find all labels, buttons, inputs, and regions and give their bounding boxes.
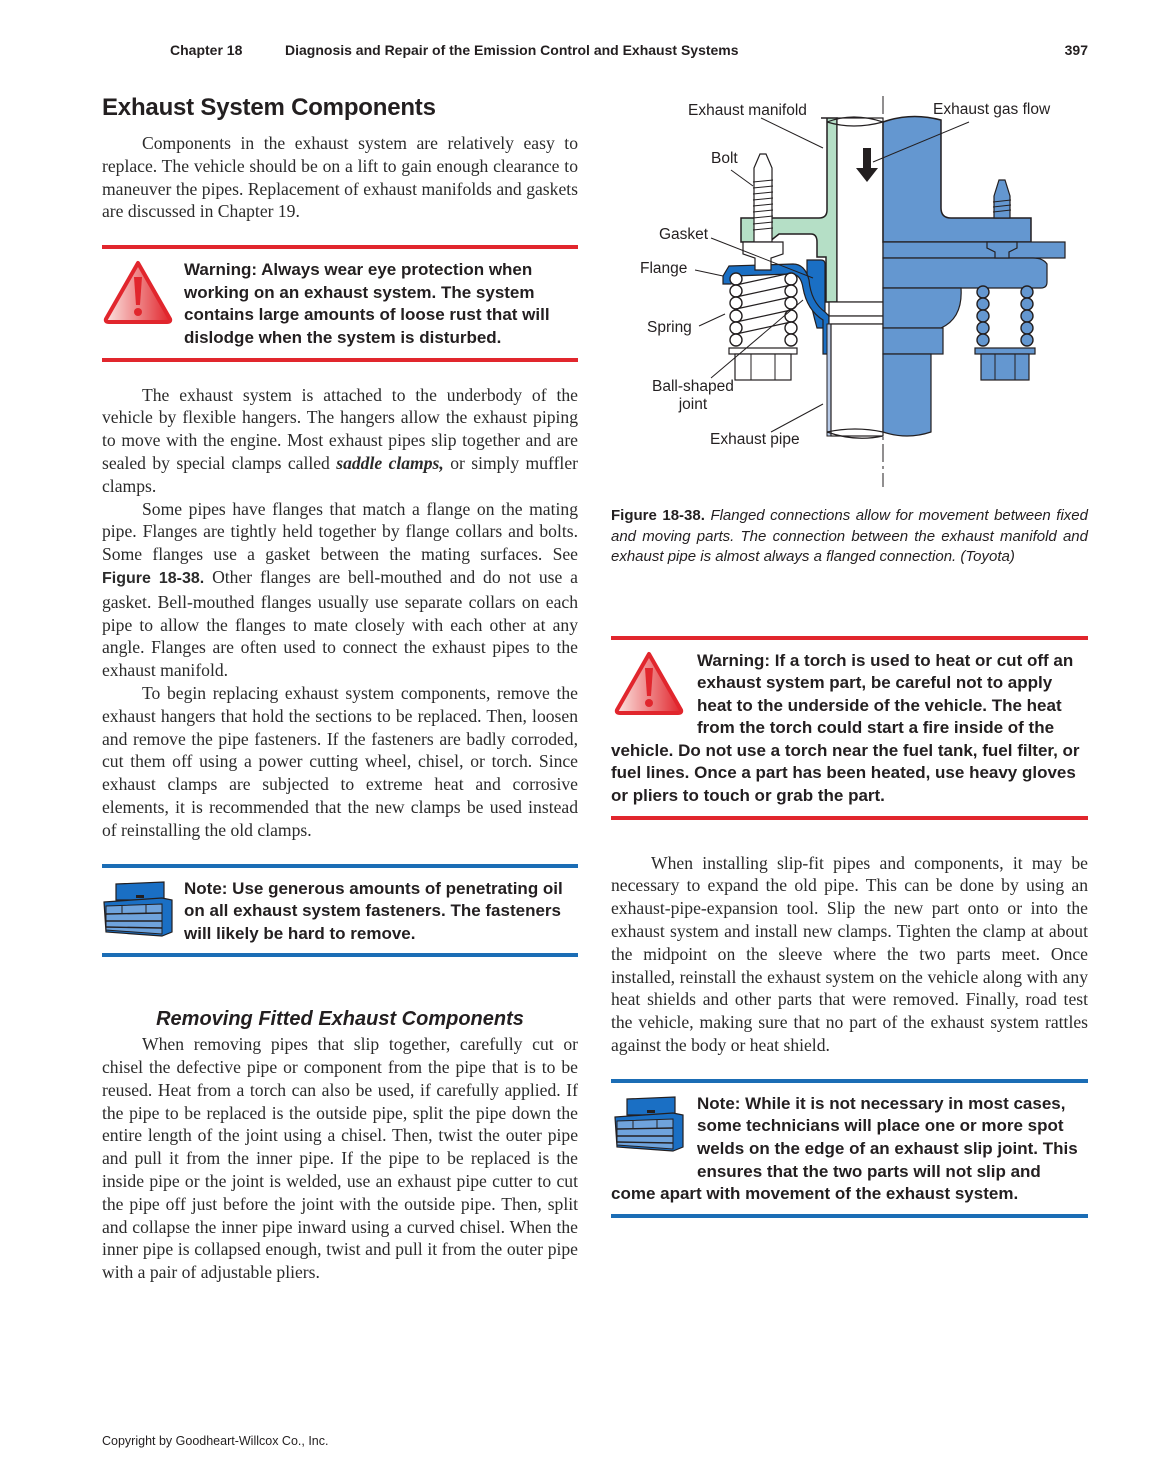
paragraph-text: The exhaust system is attached to the underbody of the vehicle by flexible hangers. The hangers allow the exhaust piping to move with the engine. Most exhaust pipes slip together and are sealed by special clamps called bbox=[102, 384, 578, 473]
warning-text: Warning: Always wear eye protection when working on an exhaust system. The system contains large amounts of loose rust that will dislodge when the system is disturbed. bbox=[184, 260, 550, 347]
label-spring: Spring bbox=[647, 319, 692, 336]
label-bolt: Bolt bbox=[711, 150, 738, 167]
warning-text: Warning: If a torch is used to heat or cut off an exhaust system part, be careful not to apply heat to the underside of the vehicle. The heat from the torch could start a fire inside of the vehicle. Do not use a torch near the fuel tank, fuel filter, or fuel lines. Once a part has been heated, use heavy gloves or pliers to touch or grab the part. bbox=[611, 650, 1080, 806]
paragraph-text: or simply muffler clamps. bbox=[102, 452, 578, 496]
caption-text: Flanged connections allow for movement between fixed and moving parts. The connection between the exhaust manifold and exhaust pipe is almost always a flanged connection. (Toyota) bbox=[611, 507, 1088, 565]
page-number: 397 bbox=[1064, 42, 1088, 58]
flanged-connection-diagram bbox=[611, 92, 1088, 492]
figure-reference-link[interactable]: Figure 18-38. bbox=[102, 569, 205, 587]
label-exhaust-manifold: Exhaust manifold bbox=[688, 102, 807, 119]
paragraph-installing: When installing slip-fit pipes and components, it may be necessary to expand the old pipe. This can be done by using an exhaust-pipe-expansion tool. Slip the new part onto or into the exhaust system and install new clamps. Tighten the clamp at about the midpoint on the sleeve where the two parts meet. Once installed, reinstall the exhaust system on the vehicle along with any heat shields and other parts that were removed. Finally, road test the vehicle, making sure that no part of the exhaust system rattles against the body or heat shield. bbox=[611, 852, 1088, 1056]
figure-caption bbox=[611, 506, 1088, 568]
label-flange: Flange bbox=[640, 260, 688, 277]
right-column bbox=[611, 92, 1088, 1218]
keyword-saddle-clamps: saddle clamps, bbox=[336, 452, 444, 473]
section-heading: Exhaust System Components bbox=[102, 94, 436, 121]
toolbox-icon bbox=[611, 1093, 687, 1160]
copyright-footer: Copyright by Goodheart-Willcox Co., Inc. bbox=[102, 1434, 329, 1448]
figure-flanged-connection bbox=[611, 92, 1088, 492]
running-head bbox=[170, 42, 1088, 62]
note-callout-penetrating-oil bbox=[102, 864, 578, 958]
label-ball-shaped-joint bbox=[652, 378, 734, 414]
paragraph-text: Some pipes have flanges that match a flange on the mating pipe. Flanges are tightly held together by flange collars and bolts. Some flanges use a gasket between the mating surfaces. See bbox=[102, 498, 578, 565]
warning-triangle-icon bbox=[611, 650, 687, 721]
paragraph-removing: When removing pipes that slip together, carefully cut or chisel the defective pipe or component from the pipe that is to be reused. Heat from a torch can also be used, if carefully applied. If the pipe to be replaced is the outside pipe, split the pipe down the entire length of the joint using a chisel. Then, twist the outer pipe and pull it from the inner pipe. If the pipe to be replaced is the inside pipe or the joint is welded, use an exhaust pipe cutter to cut the pipe off just before the joint with the outside pipe. Then, split and collapse the inner pipe inward using a curved chisel. When the inner pipe is collapsed enough, twist and pull it from the outer pipe with a pair of adjustable pliers. bbox=[102, 1034, 578, 1283]
paragraph-intro: Components in the exhaust system are relatively easy to replace. The vehicle should be on a lift to gain enough clearance to maneuver the pipes. Replacement of exhaust manifolds and gaskets are discussed in Chapter 19. bbox=[102, 133, 578, 222]
toolbox-icon bbox=[102, 878, 174, 945]
label-line: Ball-shaped bbox=[652, 378, 734, 395]
subsection-heading: Removing Fitted Exhaust Components bbox=[156, 1008, 524, 1031]
label-gasket: Gasket bbox=[659, 226, 709, 243]
warning-callout-eye-protection bbox=[102, 245, 578, 361]
label-line: joint bbox=[678, 396, 708, 413]
note-callout-spot-welds bbox=[611, 1079, 1088, 1218]
label-exhaust-gas-flow: Exhaust gas flow bbox=[933, 101, 1051, 118]
label-exhaust-pipe: Exhaust pipe bbox=[710, 431, 800, 448]
note-text: Note: While it is not necessary in most cases, some technicians will place one or more spot welds on the edge of an exhaust slip joint. This ensures that the two parts will not slip and come apart with movement of the exhaust system. bbox=[611, 1093, 1078, 1204]
note-text: Note: Use generous amounts of penetrating oil on all exhaust system fasteners. The fasteners will likely be hard to remove. bbox=[184, 878, 563, 943]
paragraph-text: Other flanges are bell-mouthed and do not use a gasket. Bell-mouthed flanges usually use separate collars on each pipe to allow the flanges to mate closely with each other at any angle. Flanges are often used to connect the exhaust pipes to the exhaust manifold. bbox=[102, 566, 578, 681]
warning-callout-torch bbox=[611, 636, 1088, 820]
paragraph-hangers bbox=[102, 384, 578, 498]
left-column bbox=[102, 92, 578, 1284]
caption-figure-number: Figure 18-38. bbox=[611, 507, 705, 524]
chapter-title: Diagnosis and Repair of the Emission Control and Exhaust Systems bbox=[285, 42, 739, 58]
paragraph-flanges bbox=[102, 498, 578, 682]
warning-triangle-icon bbox=[102, 259, 174, 330]
chapter-label: Chapter 18 bbox=[170, 42, 243, 58]
paragraph-replacing: To begin replacing exhaust system components, remove the exhaust hangers that hold the sections to be replaced. Then, loosen and remove the pipe fasteners. If the fasteners are badly corroded, cut them off using a power cutting wheel, chisel, or torch. Since exhaust clamps are subjected to extreme heat and corrosive elements, it is recommended that the new clamps be used instead of reinstalling the old clamps. bbox=[102, 682, 578, 840]
